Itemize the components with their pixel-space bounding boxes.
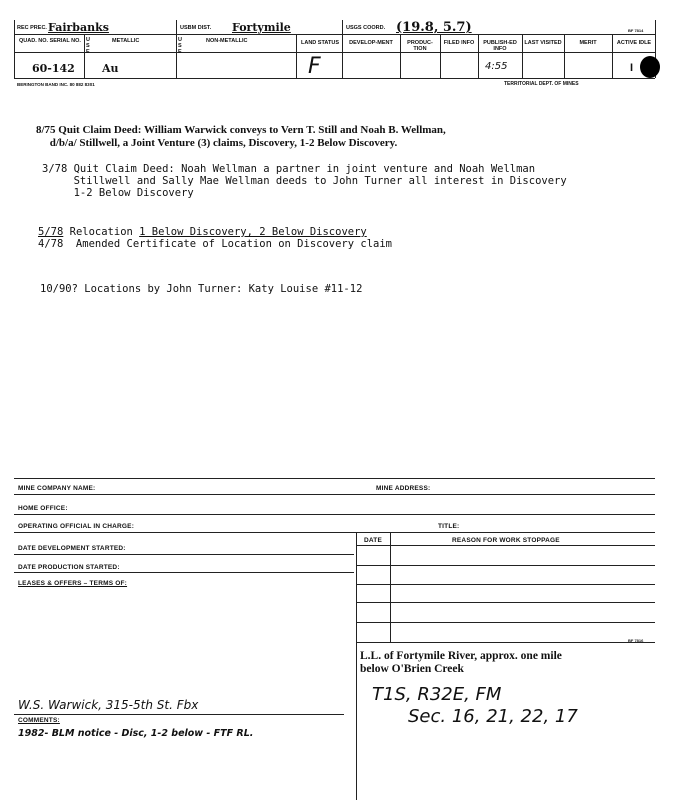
active-idle-value: I [630,62,634,74]
development-label: DEVELOP-MENT [349,40,393,46]
handwritten-comments: 1982- BLM notice - Disc, 1-2 below - FTF RL. [18,728,254,739]
usbm-dist-value: Fortymile [232,21,291,34]
note-8-75-line1: 8/75 Quit Claim Deed: William Warwick conveys to Vern T. Still and Noah B. Wellman, [36,124,446,136]
location-line1: L.L. of Fortymile River, approx. one mile [360,650,562,662]
reason-col-label: REASON FOR WORK STOPPAGE [452,537,560,544]
note-10-90: 10/90? Locations by John Turner: Katy Louise #11-12 [40,283,363,295]
form-number-2: BF 7816 [628,638,644,643]
metallic-label: METALLIC [112,38,140,44]
published-info-label: PUBLISH-ED INFO [483,40,517,52]
filed-info-label: FILED INFO [443,40,475,46]
rec-prec-label: REC PREC. [17,25,47,31]
rec-prec-value: Fairbanks [48,21,109,34]
comments-label: COMMENTS: [18,717,60,724]
date-development-label: DATE DEVELOPMENT STARTED: [18,545,126,552]
home-office-label: HOME OFFICE: [18,505,68,512]
note-8-75-line2: d/b/a/ Stillwell, a Joint Venture (3) claims, Discovery, 1-2 Below Discovery. [36,137,398,149]
hole-punch [640,56,660,78]
land-status-label: LAND STATUS [301,40,339,46]
title-label: TITLE: [438,523,460,530]
merit-label: MERIT [579,40,597,46]
active-idle-label: ACTIVE IDLE [616,40,652,46]
metallic-prefix: U S E [86,37,90,55]
nonmetallic-label: NON-METALLIC [206,38,248,44]
published-value: 4:55 [485,61,508,72]
date-col-label: DATE [364,537,383,544]
date-production-label: DATE PRODUCTION STARTED: [18,564,120,571]
location-handwritten-line1: T1S, R32E, FM [372,684,502,705]
leases-label: LEASES & OFFERS – TERMS OF: [18,580,128,587]
location-line2: below O'Brien Creek [360,663,464,675]
metallic-value: Au [102,62,119,75]
mine-company-name-label: MINE COMPANY NAME: [18,485,96,492]
form-number: BF 7814 [628,28,644,33]
usbm-dist-label: USBM DIST. [180,25,212,31]
usgs-coord-value: (19.8, 5.7) [396,20,472,35]
production-label: PRODUC-TION [407,40,433,52]
note-4-78: 4/78 Amended Certificate of Location on Discovery claim [38,238,393,250]
location-description [360,650,562,676]
nonmetallic-prefix: U S E [178,37,182,55]
handwritten-address: W.S. Warwick, 315-5th St. Fbx [18,698,199,712]
last-visited-label: LAST VISITED [524,40,562,46]
note-3-78-line3: 1-2 Below Discovery [42,187,194,199]
mine-address-label: MINE ADDRESS: [376,485,431,492]
note-3-78-line1: 3/78 Quit Claim Deed: Noah Wellman a partner in joint venture and Noah Wellman [42,163,536,175]
note-3-78-line2: Stillwell and Sally Mae Wellman deeds to John Turner all interest in Discovery [42,175,567,187]
usgs-coord-label: USGS COORD. [346,25,386,31]
location-handwritten-line2: Sec. 16, 21, 22, 17 [408,706,578,727]
territorial-line: TERRITORIAL DEPT. OF MINES [504,81,579,87]
printer-line: BERINGTON BAND INC. 80 882 8301 [17,82,95,87]
quad-serial-label: QUAD. NO. SERIAL NO. [19,38,81,44]
quad-serial-value: 60-142 [32,62,75,75]
land-status-value: F [308,54,321,79]
note-5-78: 5/78 Relocation 1 Below Discovery, 2 Below Discovery [38,226,367,238]
operating-official-label: OPERATING OFFICIAL IN CHARGE: [18,523,135,530]
